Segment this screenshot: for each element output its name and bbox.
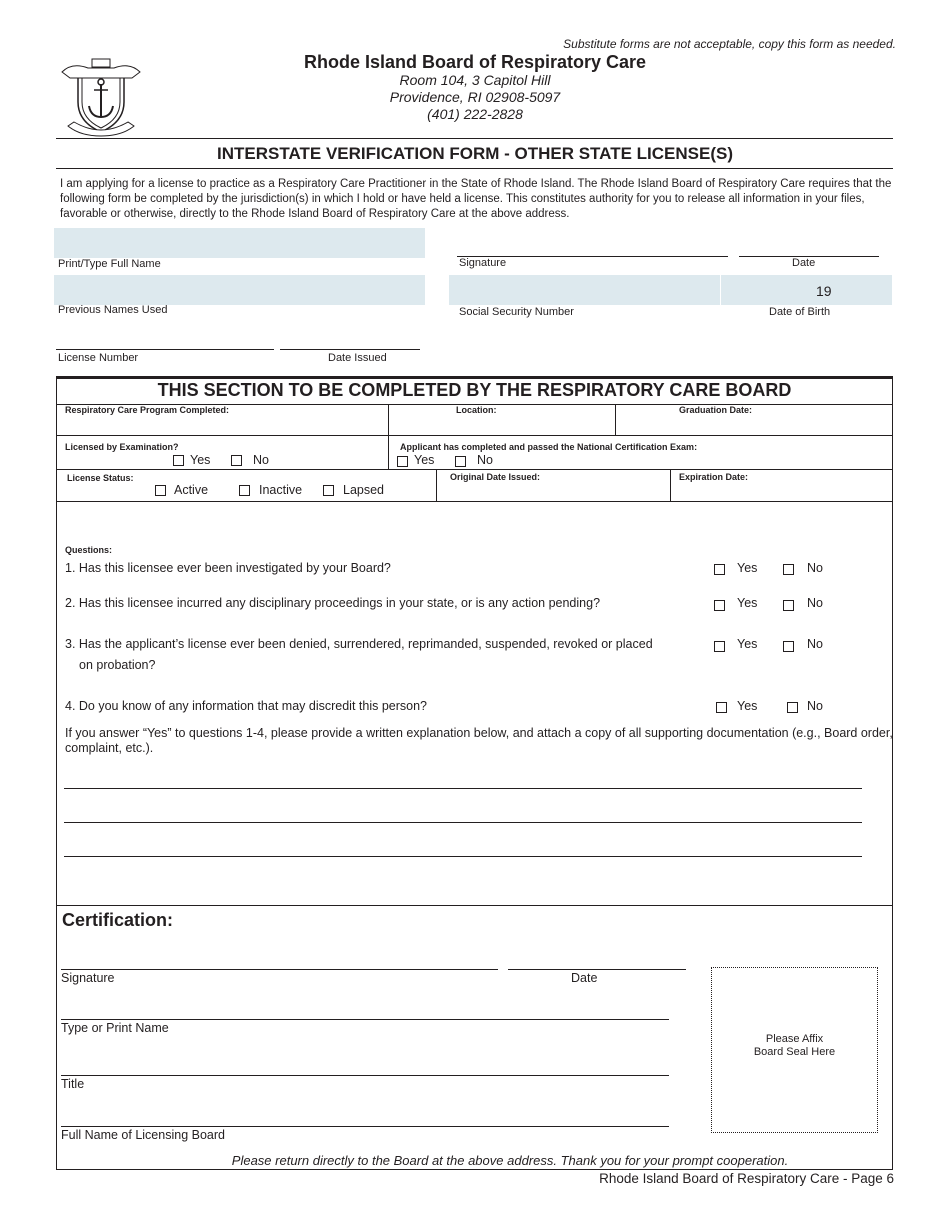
intro-paragraph: I am applying for a license to practice as a Respiratory Care Practitioner in the State of Rhode Island. The Rhode Island Board of Respiratory Care requires that the following form be completed by the jurisdiction(s) in which I hold or have held a license. This constitutes authority for you to release all information in your files, favorable or otherwise, directly to the Rhode Island Board of Respiratory Care at the above address. (60, 178, 892, 220)
license-number-label: License Number (58, 352, 139, 364)
full-name-label: Print/Type Full Name (58, 258, 161, 270)
q1-yes-label: Yes (737, 561, 758, 575)
previous-names-label: Previous Names Used (58, 304, 168, 316)
date-issued-line[interactable] (280, 349, 420, 350)
q4-no-checkbox[interactable] (787, 702, 798, 713)
exam-no-checkbox[interactable] (231, 455, 242, 466)
cert-date-line[interactable] (508, 969, 686, 970)
question-1: 1. Has this licensee ever been investigated by your Board? (65, 561, 391, 575)
full-name-input[interactable] (54, 228, 425, 258)
title-label: Title (61, 1077, 85, 1091)
signature-label: Signature (459, 257, 507, 269)
national-no-label: No (477, 453, 493, 467)
q4-yes-label: Yes (737, 699, 758, 713)
status-inactive-label: Inactive (259, 483, 303, 497)
questions-heading: Questions: (65, 545, 113, 555)
q3-no-checkbox[interactable] (783, 641, 794, 652)
question-2: 2. Has this licensee incurred any disciplinary proceedings in your state, or is any action pending? (65, 596, 601, 610)
col-divider (670, 469, 671, 501)
explanation-line[interactable] (64, 822, 862, 823)
dob-label: Date of Birth (769, 306, 831, 318)
status-active-checkbox[interactable] (155, 485, 166, 496)
board-seal-box (711, 967, 878, 1133)
board-section-title: THIS SECTION TO BE COMPLETED BY THE RESPIRATORY CARE BOARD (157, 380, 792, 400)
exam-no-label: No (253, 453, 269, 467)
q1-no-label: No (807, 561, 823, 575)
expiration-date-label: Expiration Date: (679, 472, 749, 482)
seal-box-text-1: Please Affix (765, 1033, 824, 1045)
col-divider (436, 469, 437, 501)
q3-yes-label: Yes (737, 637, 758, 651)
row-divider (56, 435, 893, 436)
q1-no-checkbox[interactable] (783, 564, 794, 575)
exam-yes-label: Yes (190, 453, 211, 467)
q2-no-checkbox[interactable] (783, 600, 794, 611)
col-divider (388, 404, 389, 469)
date-issued-label: Date Issued (328, 352, 387, 364)
status-active-label: Active (174, 483, 209, 497)
explanation-instructions: If you answer “Yes” to questions 1-4, please provide a written explanation below, and attach a copy of all supporting documentation (e.g., Board order, complaint, etc.). (65, 726, 893, 755)
exam-yes-checkbox[interactable] (173, 455, 184, 466)
seal-box-text-2: Board Seal Here (753, 1046, 836, 1058)
cert-signature-line[interactable] (61, 969, 498, 970)
page-footer: Rhode Island Board of Respiratory Care - Page 6 (599, 1171, 894, 1186)
explanation-line[interactable] (64, 788, 862, 789)
col-divider (615, 404, 616, 435)
ssn-label: Social Security Number (459, 306, 574, 318)
cert-signature-label: Signature (61, 971, 115, 985)
header-divider (56, 138, 893, 139)
certification-heading: Certification: (62, 910, 174, 930)
q3-yes-checkbox[interactable] (714, 641, 725, 652)
q2-yes-checkbox[interactable] (714, 600, 725, 611)
ssn-input[interactable] (449, 275, 720, 305)
org-phone: (401) 222-2828 (427, 106, 523, 122)
status-lapsed-checkbox[interactable] (323, 485, 334, 496)
q1-yes-checkbox[interactable] (714, 564, 725, 575)
print-name-label: Type or Print Name (61, 1021, 169, 1035)
dob-value: 19 (816, 283, 832, 299)
org-address-line2: Providence, RI 02908-5097 (389, 89, 561, 105)
board-name-line[interactable] (61, 1126, 669, 1127)
q4-yes-checkbox[interactable] (716, 702, 727, 713)
explanation-line[interactable] (64, 856, 862, 857)
q2-no-label: No (807, 596, 823, 610)
national-exam-label: Applicant has completed and passed the National Certification Exam: (400, 442, 698, 452)
status-lapsed-label: Lapsed (343, 483, 385, 497)
title-divider (56, 168, 893, 169)
license-status-label: License Status: (67, 473, 134, 483)
org-name: Rhode Island Board of Respiratory Care (303, 52, 647, 72)
board-name-label: Full Name of Licensing Board (61, 1128, 225, 1142)
return-note: Please return directly to the Board at the above address. Thank you for your prompt cooperation. (231, 1153, 789, 1168)
row-divider (56, 469, 893, 470)
national-yes-label: Yes (414, 453, 435, 467)
question-3-continued: on probation? (79, 658, 156, 672)
license-number-line[interactable] (56, 349, 274, 350)
question-4: 4. Do you know of any information that may discredit this person? (65, 699, 427, 713)
org-address-line1: Room 104, 3 Capitol Hill (399, 72, 551, 88)
program-completed-label: Respiratory Care Program Completed: (65, 405, 230, 415)
date-label: Date (792, 257, 816, 269)
licensed-by-exam-label: Licensed by Examination? (65, 442, 179, 452)
status-inactive-checkbox[interactable] (239, 485, 250, 496)
q4-no-label: No (807, 699, 823, 713)
certification-divider (56, 905, 893, 906)
form-notice: Substitute forms are not acceptable, copy this form as needed. (563, 37, 896, 51)
original-date-label: Original Date Issued: (450, 472, 541, 482)
q3-no-label: No (807, 637, 823, 651)
question-3: 3. Has the applicant’s license ever been denied, surrendered, reprimanded, suspended, revoked or placed (65, 637, 653, 651)
location-label: Location: (456, 405, 497, 415)
q2-yes-label: Yes (737, 596, 758, 610)
national-no-checkbox[interactable] (455, 456, 466, 467)
title-line[interactable] (61, 1075, 669, 1076)
graduation-date-label: Graduation Date: (679, 405, 753, 415)
row-divider (56, 501, 893, 502)
previous-names-input[interactable] (54, 275, 425, 305)
national-yes-checkbox[interactable] (397, 456, 408, 467)
print-name-line[interactable] (61, 1019, 669, 1020)
dob-input[interactable] (721, 275, 892, 305)
form-title: INTERSTATE VERIFICATION FORM - OTHER STATE LICENSE(S) (217, 144, 733, 163)
cert-date-label: Date (571, 971, 598, 985)
